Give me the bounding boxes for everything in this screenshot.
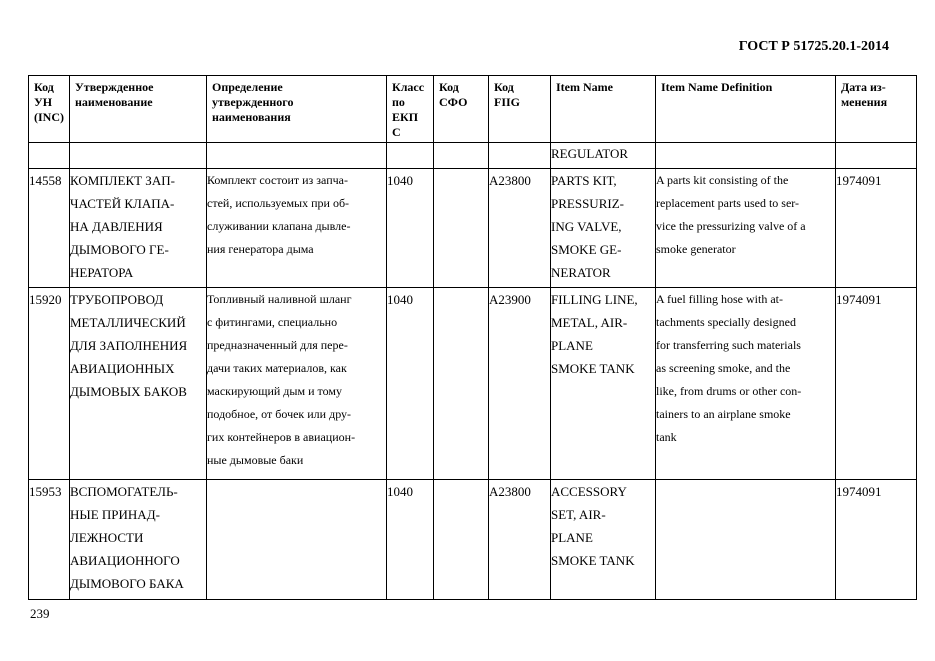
inc-cell: 15953 — [29, 480, 70, 600]
text-line: ЕКП — [392, 110, 419, 124]
text-line: служивании клапана дывле- — [207, 219, 351, 233]
text-line: PRESSURIZ- — [551, 196, 624, 211]
text-line: АВИАЦИОННЫХ — [70, 361, 175, 376]
change-date-cell: 1974091 — [836, 288, 917, 480]
text-line: стей, используемых при об- — [207, 196, 350, 210]
text-line: PARTS KIT, — [551, 173, 617, 188]
definition-ru-cell — [207, 480, 387, 600]
text-line: Класс — [392, 80, 425, 94]
text-line: Код — [34, 80, 54, 94]
text-line: for transferring such materials — [656, 338, 801, 352]
text-line: like, from drums or other con- — [656, 384, 802, 398]
text-line: с фитингами, специально — [207, 315, 338, 329]
text-line: утвержденного — [212, 95, 294, 109]
text-line: replacement parts used to ser- — [656, 196, 800, 210]
text-line: tank — [656, 430, 677, 444]
text-line: Item Name Definition — [661, 80, 773, 94]
text-line: A fuel filling hose with at- — [656, 292, 783, 306]
sfo-cell — [434, 480, 489, 600]
item-definition-cell — [656, 169, 836, 288]
text-line: tainers to an airplane smoke — [656, 407, 791, 421]
header-item-name — [551, 76, 656, 143]
text-line: FILLING LINE, — [551, 292, 638, 307]
text-line: Определение — [212, 80, 283, 94]
text-line: SMOKE TANK — [551, 361, 635, 376]
document-standard-number: ГОСТ Р 51725.20.1-2014 — [738, 39, 889, 54]
text-line: ING VALVE, — [551, 219, 622, 234]
text-line: менения — [841, 95, 888, 109]
text-line: as screening smoke, and the — [656, 361, 791, 375]
text-line: ДЫМОВОГО ГЕ- — [70, 242, 169, 257]
table-row — [29, 288, 917, 480]
text-line: NERATOR — [551, 265, 611, 280]
header-approved-name — [70, 76, 207, 143]
text-line: наименование — [75, 95, 153, 109]
sfo-cell — [434, 288, 489, 480]
text-line: МЕТАЛЛИЧЕСКИЙ — [70, 315, 186, 330]
text-line: ЛЕЖНОСТИ — [70, 530, 144, 545]
fiig-cell: A23800 — [489, 480, 551, 600]
fiig-cell: A23900 — [489, 288, 551, 480]
item-name-cell — [551, 169, 656, 288]
text-line: tachments specially designed — [656, 315, 796, 329]
page-number: 239 — [30, 606, 50, 621]
item-name-table — [28, 75, 917, 600]
inc-cell: 15920 — [29, 288, 70, 480]
text-line: ЧАСТЕЙ КЛАПА- — [70, 196, 175, 211]
text-line: ные дымовые баки — [207, 453, 304, 467]
item-name-cell — [551, 480, 656, 600]
item-name-cell — [551, 288, 656, 480]
text-line: по — [392, 95, 405, 109]
text-line: подобное, от бочек или дру- — [207, 407, 352, 421]
text-line: SMOKE TANK — [551, 553, 635, 568]
table-row — [29, 169, 917, 288]
text-line: FIIG — [494, 95, 521, 109]
text-line: КОМПЛЕКТ ЗАП- — [70, 173, 175, 188]
change-date-cell: 1974091 — [836, 169, 917, 288]
text-line: METAL, AIR- — [551, 315, 628, 330]
inc-cell: 14558 — [29, 169, 70, 288]
text-line: дачи таких материалов, как — [207, 361, 347, 375]
table-header-row — [29, 76, 917, 143]
text-line: vice the pressurizing valve of a — [656, 219, 806, 233]
item-definition-cell — [656, 480, 836, 600]
text-line: НЫЕ ПРИНАД- — [70, 507, 160, 522]
text-line: НА ДАВЛЕНИЯ — [70, 219, 163, 234]
text-line: Код — [439, 80, 459, 94]
fiig-cell: A23800 — [489, 169, 551, 288]
approved-name-cell — [70, 480, 207, 600]
text-line: предназначенный для пере- — [207, 338, 348, 352]
text-line: НЕРАТОРА — [70, 265, 134, 280]
text-line: (INC) — [34, 110, 64, 124]
continuation-row — [29, 143, 917, 169]
text-line: ДЫМОВЫХ БАКОВ — [70, 384, 187, 399]
continuation-item-name: REGULATOR — [551, 143, 656, 169]
text-line: PLANE — [551, 338, 593, 353]
class-cell: 1040 — [387, 480, 434, 600]
text-line: гих контейнеров в авиацион- — [207, 430, 356, 444]
text-line: Дата из- — [841, 80, 886, 94]
text-line: ТРУБОПРОВОД — [70, 292, 164, 307]
item-definition-cell — [656, 288, 836, 480]
text-line: ния генератора дыма — [207, 242, 314, 256]
text-line: ACCESSORY — [551, 484, 627, 499]
text-line: СФО — [439, 95, 468, 109]
class-cell: 1040 — [387, 169, 434, 288]
definition-ru-cell — [207, 169, 387, 288]
text-line: ВСПОМОГАТЕЛЬ- — [70, 484, 178, 499]
text-line: SMOKE GE- — [551, 242, 622, 257]
header-item-name-definition — [656, 76, 836, 143]
class-cell: 1040 — [387, 288, 434, 480]
table-row — [29, 480, 917, 600]
approved-name-cell — [70, 169, 207, 288]
text-line: ДЛЯ ЗАПОЛНЕНИЯ — [70, 338, 188, 353]
header-inc — [29, 76, 70, 143]
text-line: маскирующий дым и тому — [207, 384, 342, 398]
text-line: PLANE — [551, 530, 593, 545]
text-line: Утвержденное — [75, 80, 154, 94]
text-line: smoke generator — [656, 242, 736, 256]
header-definition-ru — [207, 76, 387, 143]
text-line: ДЫМОВОГО БАКА — [70, 576, 184, 591]
header-fiig — [489, 76, 551, 143]
text-line: Item Name — [556, 80, 613, 94]
text-line: Топливный наливной шланг — [207, 292, 352, 306]
text-line: С — [392, 125, 401, 139]
text-line: Код — [494, 80, 514, 94]
text-line: A parts kit consisting of the — [656, 173, 789, 187]
header-class — [387, 76, 434, 143]
approved-name-cell — [70, 288, 207, 480]
sfo-cell — [434, 169, 489, 288]
definition-ru-cell — [207, 288, 387, 480]
text-line: SET, AIR- — [551, 507, 606, 522]
text-line: УН — [34, 95, 53, 109]
header-change-date — [836, 76, 917, 143]
text-line: Комплект состоит из запча- — [207, 173, 348, 187]
text-line: наименования — [212, 110, 291, 124]
header-sfo — [434, 76, 489, 143]
change-date-cell: 1974091 — [836, 480, 917, 600]
text-line: АВИАЦИОННОГО — [70, 553, 180, 568]
